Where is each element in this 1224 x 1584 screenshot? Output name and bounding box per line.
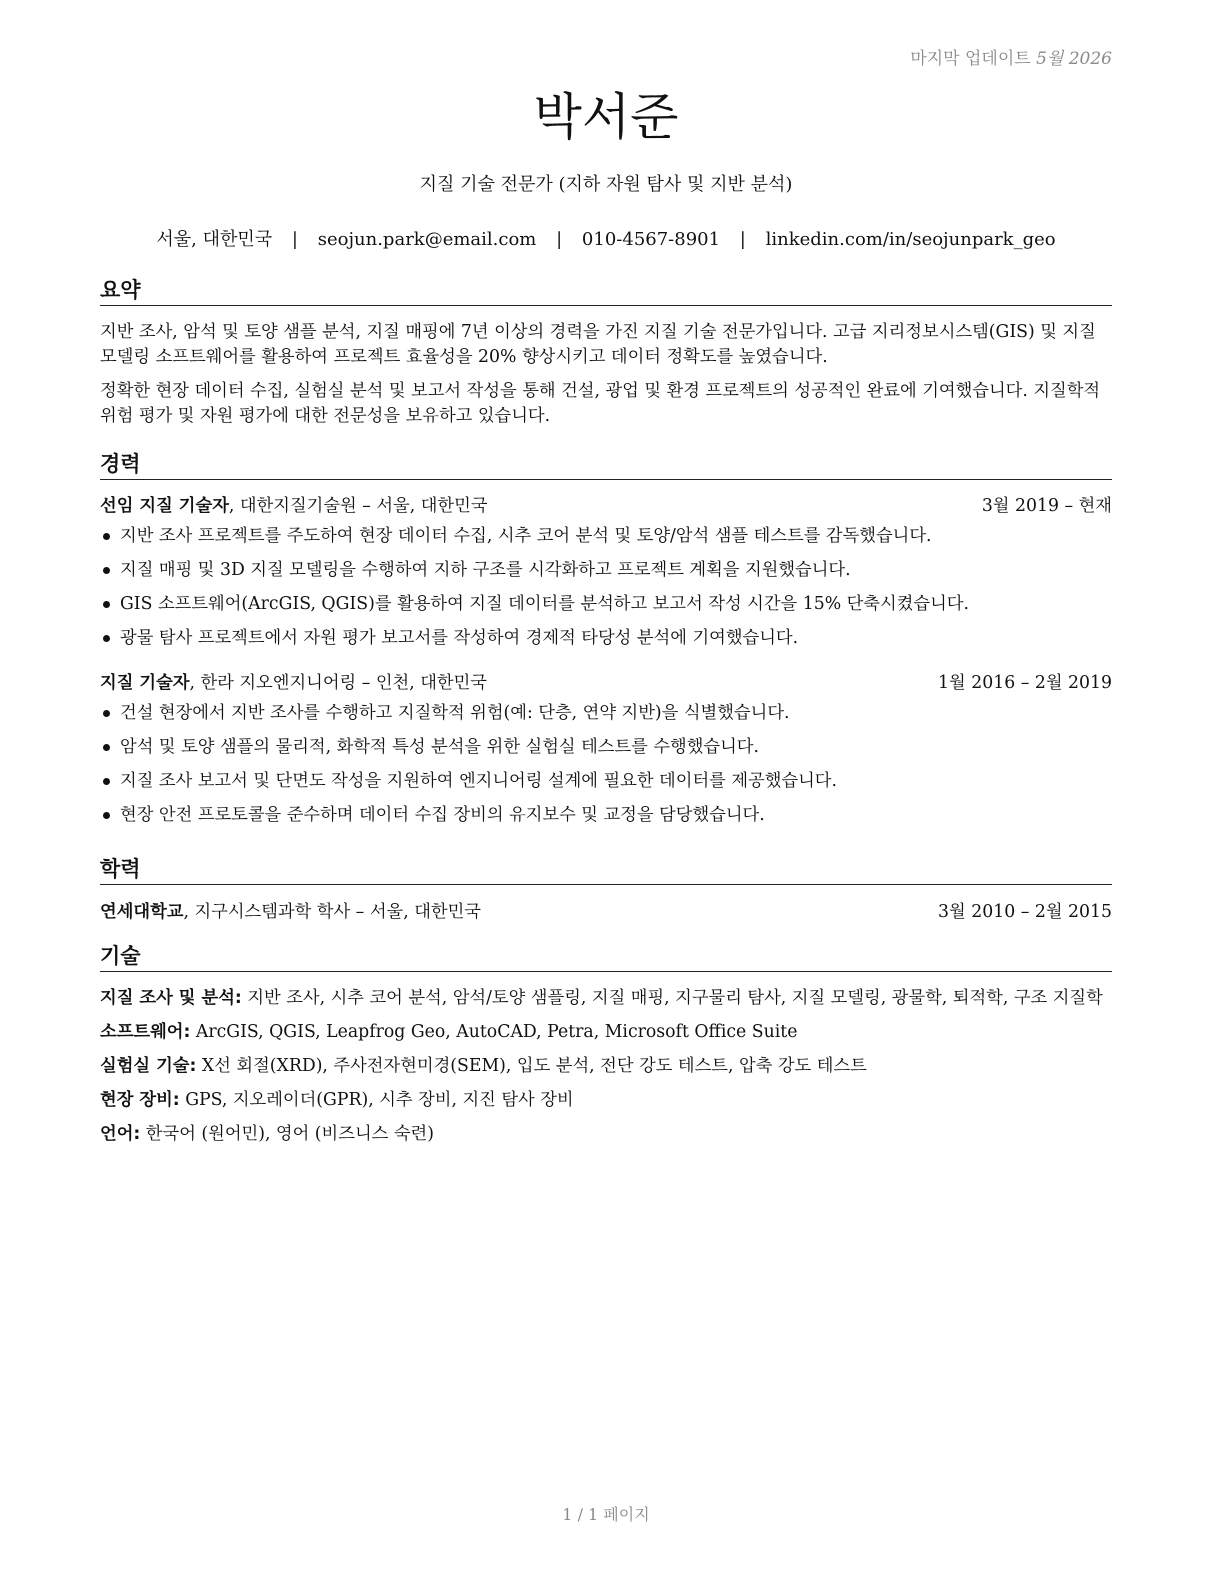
last-updated-date: 5월 2026 [1036, 49, 1112, 69]
skill-label: 지질 조사 및 분석: [100, 988, 242, 1008]
skill-value: 지반 조사, 시추 코어 분석, 암석/토양 샘플링, 지질 매핑, 지구물리 탐사, 지질 모델링, 광물학, 퇴적학, 구조 지질학 [241, 988, 1103, 1008]
education-dates: 3월 2010 – 2월 2015 [938, 902, 1112, 922]
contact-phone: 010-4567-8901 [581, 229, 721, 250]
skill-line [100, 986, 1112, 1011]
contact-line [100, 225, 1112, 251]
skill-label: 소프트웨어: [100, 1022, 191, 1042]
job-org: , 대한지질기술원 – 서울, 대한민국 [228, 496, 488, 516]
skill-label: 실험실 기술: [100, 1056, 197, 1076]
skill-line [100, 1088, 1112, 1113]
job-bullet: 지질 매핑 및 3D 지질 모델링을 수행하여 지하 구조를 시각화하고 프로젝트 계획을 지원했습니다. [100, 558, 1112, 583]
section-title-education: 학력 [100, 856, 1112, 885]
job-entry [100, 494, 1112, 651]
contact-email[interactable]: seojun.park@email.com [317, 229, 537, 250]
summary-paragraph: 지반 조사, 암석 및 토양 샘플 분석, 지질 매핑에 7년 이상의 경력을 가진 지질 기술 전문가입니다. 고급 지리정보시스템(GIS) 및 지질 모델링 소프트웨어를 활용하여 프로젝트 효율성을 20% 향상시키고 데이터 정확도를 높였습니다. [100, 322, 1096, 367]
summary-paragraph: 정확한 현장 데이터 수집, 실험실 분석 및 보고서 작성을 통해 건설, 광업 및 환경 프로젝트의 성공적인 완료에 기여했습니다. 지질학적 위험 평가 및 자원 평가에 대한 전문성을 보유하고 있습니다. [100, 381, 1101, 426]
job-title: 지질 기술 전문가 (지하 자원 탐사 및 지반 분석) [419, 174, 793, 195]
job-entry [100, 671, 1112, 828]
job-bullet: 암석 및 토양 샘플의 물리적, 화학적 특성 분석을 위한 실험실 테스트를 수행했습니다. [100, 735, 1112, 760]
job-bullets [100, 701, 1112, 828]
skill-value: ArcGIS, QGIS, Leapfrog Geo, AutoCAD, Petra, Microsoft Office Suite [190, 1022, 798, 1042]
skill-label: 현장 장비: [100, 1090, 180, 1110]
school-name: 연세대학교 [100, 902, 184, 922]
job-bullet: 현장 안전 프로토콜을 준수하며 데이터 수집 장비의 유지보수 및 교정을 담당했습니다. [100, 803, 1112, 828]
skill-line [100, 1020, 1112, 1045]
section-title-skills: 기술 [100, 943, 1112, 972]
section-title-summary: 요약 [100, 277, 1112, 306]
job-bullet: 광물 탐사 프로젝트에서 자원 평가 보고서를 작성하여 경제적 타당성 분석에 기여했습니다. [100, 626, 1112, 651]
education-section [100, 856, 1112, 925]
page-number: 1 / 1 페이지 [562, 1505, 650, 1524]
education-entry [100, 900, 1112, 925]
skills-section [100, 943, 1112, 1147]
job-role: 선임 지질 기술자 [100, 496, 229, 516]
last-updated [910, 44, 1112, 69]
skill-value: GPS, 지오레이더(GPR), 시추 장비, 지진 탐사 장비 [179, 1090, 574, 1110]
job-bullets [100, 524, 1112, 651]
summary-section [100, 277, 1112, 429]
section-title-experience: 경력 [100, 451, 1112, 480]
skill-line [100, 1122, 1112, 1147]
contact-linkedin[interactable]: linkedin.com/in/seojunpark_geo [765, 229, 1056, 250]
job-header [100, 494, 1112, 519]
experience-section [100, 451, 1112, 828]
job-bullet: 지반 조사 프로젝트를 주도하여 현장 데이터 수집, 시추 코어 분석 및 토양/암석 샘플 테스트를 감독했습니다. [100, 524, 1112, 549]
last-updated-label: 마지막 업데이트 [910, 49, 1031, 69]
job-org: , 한라 지오엔지니어링 – 인천, 대한민국 [189, 673, 487, 693]
skill-value: X선 회절(XRD), 주사전자현미경(SEM), 입도 분석, 전단 강도 테스트, 압축 강도 테스트 [196, 1056, 867, 1076]
resume-page [100, 0, 1112, 1584]
contact-separator: | [739, 229, 746, 250]
job-dates: 3월 2019 – 현재 [981, 496, 1112, 516]
job-bullet: GIS 소프트웨어(ArcGIS, QGIS)를 활용하여 지질 데이터를 분석하고 보고서 작성 시간을 15% 단축시켰습니다. [100, 592, 1112, 617]
job-role: 지질 기술자 [100, 673, 190, 693]
contact-location: 서울, 대한민국 [156, 229, 273, 250]
job-header [100, 671, 1112, 696]
job-bullet: 건설 현장에서 지반 조사를 수행하고 지질학적 위험(예: 단층, 연약 지반)을 식별했습니다. [100, 701, 1112, 726]
skill-label: 언어: [100, 1124, 141, 1144]
degree-detail: , 지구시스템과학 학사 – 서울, 대한민국 [183, 902, 481, 922]
skill-line [100, 1054, 1112, 1079]
person-name: 박서준 [533, 88, 679, 146]
contact-separator: | [556, 229, 563, 250]
job-bullet: 지질 조사 보고서 및 단면도 작성을 지원하여 엔지니어링 설계에 필요한 데이터를 제공했습니다. [100, 769, 1112, 794]
skill-value: 한국어 (원어민), 영어 (비즈니스 숙련) [140, 1124, 434, 1144]
job-dates: 1월 2016 – 2월 2019 [938, 673, 1112, 693]
contact-separator: | [291, 229, 298, 250]
